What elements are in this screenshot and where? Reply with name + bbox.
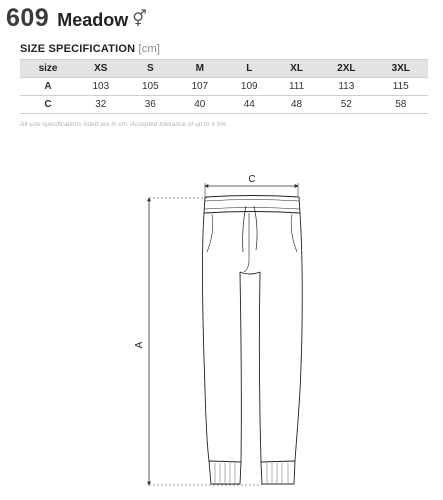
right-pocket (291, 214, 297, 252)
left-pocket (207, 214, 213, 252)
length-dimension-label: A (134, 341, 145, 349)
header-cell-s: S (126, 60, 175, 78)
table-cell: 105 (126, 78, 175, 96)
table-cell: 115 (374, 78, 428, 96)
table-cell: 58 (374, 96, 428, 114)
header-cell-3xl: 3XL (374, 60, 428, 78)
product-name: Meadow (57, 10, 129, 30)
front-seam (244, 213, 249, 272)
header-cell-2xl: 2XL (319, 60, 373, 78)
product-code: 609 (6, 4, 50, 32)
pants-outline (202, 196, 302, 485)
table-cell: 113 (319, 78, 373, 96)
table-cell: 111 (274, 78, 319, 96)
table-cell: 109 (225, 78, 274, 96)
row-label: A (20, 78, 76, 96)
unisex-icon: ⚥ (132, 11, 147, 28)
table-cell: 103 (76, 78, 125, 96)
right-leg-inseam (259, 272, 261, 462)
left-leg-inseam (240, 272, 241, 462)
drawstring-right (254, 206, 257, 250)
right-cuff-ribbing (267, 463, 288, 483)
table-cell: 107 (175, 78, 224, 96)
crotch-seam (240, 272, 260, 274)
width-dimension (205, 174, 298, 196)
header-cell-size: size (20, 60, 76, 78)
waistband (204, 196, 300, 214)
table-cell: 52 (319, 96, 373, 114)
width-dimension-label: C (248, 174, 256, 185)
table-cell: 40 (175, 96, 224, 114)
header-cell-m: M (175, 60, 224, 78)
table-cell: 32 (76, 96, 125, 114)
waistband-stitch (204, 208, 300, 210)
drawstring-left (243, 206, 246, 252)
tolerance-note: All size specifications listed are in cm. Accepted tolerance of up to ± 5%. (20, 121, 228, 128)
header-cell-xs: XS (76, 60, 125, 78)
waistband-stitch (205, 200, 299, 202)
left-cuff-ribbing (215, 463, 235, 483)
left-leg-outseam (202, 213, 209, 461)
spec-unit: [cm] (138, 43, 161, 55)
spec-title-text: SIZE SPECIFICATION (20, 43, 136, 55)
row-label: C (20, 96, 76, 114)
table-cell: 44 (225, 96, 274, 114)
right-cuff (261, 461, 295, 484)
table-cell: 48 (274, 96, 319, 114)
table-cell: 36 (126, 96, 175, 114)
header-cell-xl: XL (274, 60, 319, 78)
header-cell-l: L (225, 60, 274, 78)
